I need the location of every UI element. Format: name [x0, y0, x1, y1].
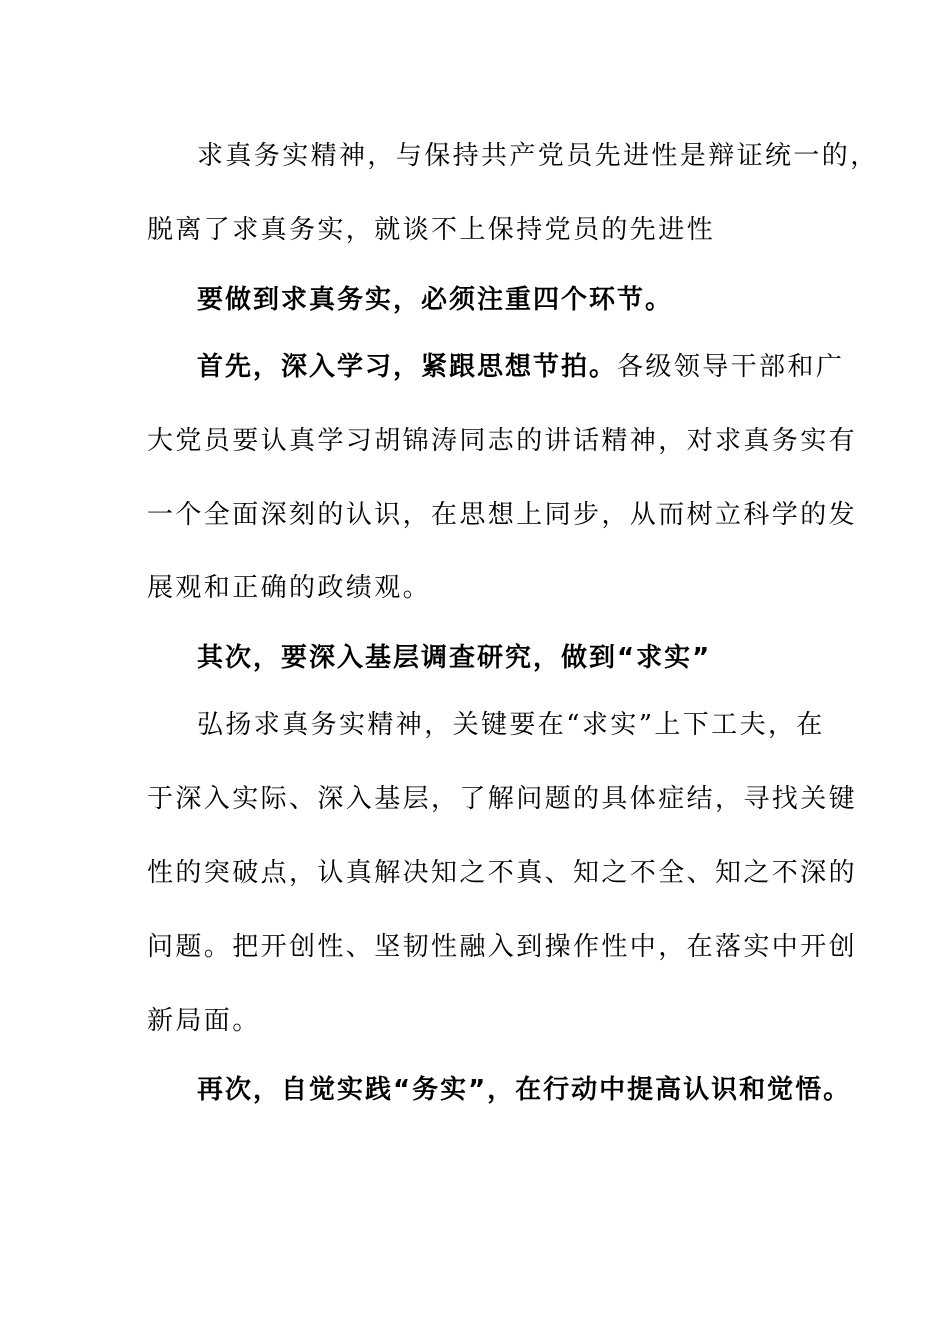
paragraph-3-line-4: 问题。把开创性、坚韧性融入到操作性中，在落实中开创	[147, 932, 858, 962]
heading-practice: 再次，自觉实践“务实”，在行动中提高认识和觉悟。	[197, 1075, 852, 1105]
paragraph-2-lead-bold: 首先，深入学习，紧跟思想节拍。	[197, 352, 618, 382]
paragraph-3-line-3: 性的突破点，认真解决知之不真、知之不全、知之不深的	[147, 858, 858, 888]
paragraph-1-line-2: 脱离了求真务实，就谈不上保持党员的先进性	[147, 215, 716, 245]
paragraph-2-line-2: 大党员要认真学习胡锦涛同志的讲话精神，对求真务实有	[147, 426, 858, 456]
heading-four-links: 要做到求真务实，必须注重四个环节。	[197, 285, 674, 315]
paragraph-2-line-4: 展观和正确的政绩观。	[147, 573, 432, 603]
paragraph-2-line-3: 一个全面深刻的认识，在思想上同步，从而树立科学的发	[147, 500, 858, 530]
paragraph-3-line-5: 新局面。	[147, 1006, 261, 1036]
paragraph-2-lead-rest: 各级领导干部和广	[617, 352, 845, 382]
paragraph-3-line-1: 弘扬求真务实精神，关键要在“求实”上下工夫，在	[197, 710, 825, 740]
paragraph-2-line-1	[197, 352, 844, 382]
paragraph-3-line-2: 于深入实际、深入基层，了解问题的具体症结，寻找关键	[147, 784, 858, 814]
paragraph-1-line-1: 求真务实精神，与保持共产党员先进性是辩证统一的，	[197, 141, 879, 171]
heading-seek-truth: 其次，要深入基层调查研究，做到“求实”	[197, 643, 712, 673]
